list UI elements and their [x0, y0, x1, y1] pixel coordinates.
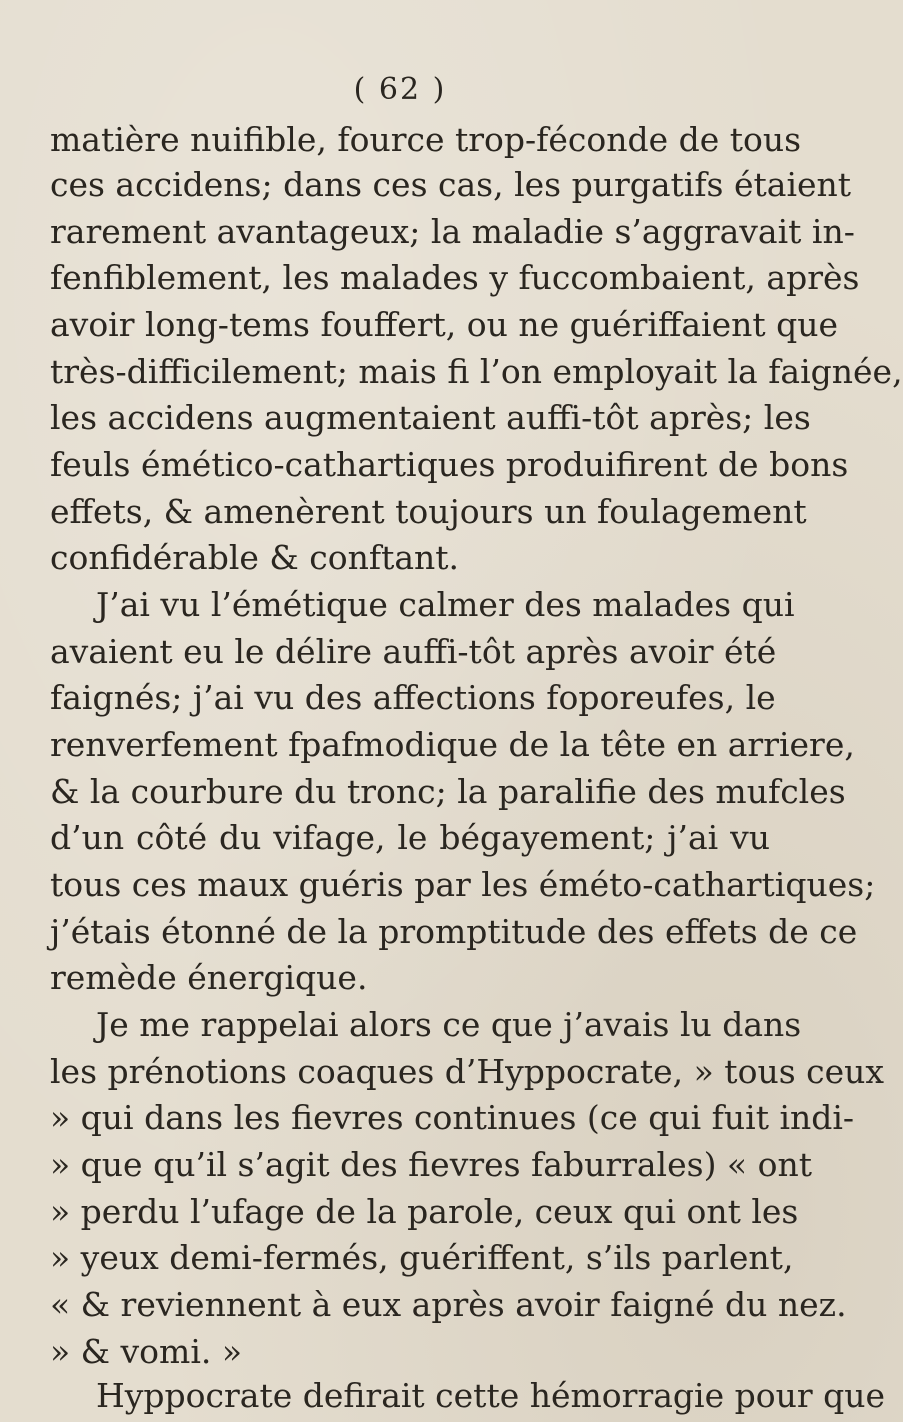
text-line: avaient eu le délire auffi-tôt après avoir été — [50, 632, 777, 671]
text-line: matière nuifible, fource trop-féconde de tous — [50, 120, 802, 159]
quote-line: » que qu’il s’agit des fievres faburrales) « ont — [50, 1145, 812, 1184]
text-line: effets, & amenèrent toujours un foulagement — [50, 492, 807, 531]
quote-line: » & vomi. » — [50, 1332, 243, 1371]
text-line: remède énergique. — [50, 958, 368, 997]
text-line: d’un côté du vifage, le bégayement; j’ai vu — [50, 818, 770, 857]
page-number: ( 62 ) — [353, 72, 447, 107]
paragraph-start-line: J’ai vu l’émétique calmer des malades qui — [96, 585, 795, 624]
quote-line: « & reviennent à eux après avoir faigné du nez. — [50, 1285, 847, 1324]
text-line: rarement avantageux; la maladie s’aggravait in- — [50, 212, 855, 251]
text-line: ces accidens; dans ces cas, les purgatifs étaient — [50, 165, 852, 204]
text-line: confidérable & conftant. — [50, 538, 460, 577]
text-line: fenfiblement, les malades y fuccombaient, après — [50, 258, 860, 297]
text-line: & la courbure du tronc; la paralifie des mufcles — [50, 772, 846, 811]
quote-line: » perdu l’ufage de la parole, ceux qui ont les — [50, 1192, 799, 1231]
text-line: renverfement fpafmodique de la tête en arriere, — [50, 725, 855, 764]
text-line: j’étais étonné de la promptitude des effets de ce — [50, 912, 858, 951]
text-line: feuls émético-cathartiques produifirent de bons — [50, 445, 849, 484]
paragraph-start-line: Hyppocrate defirait cette hémorragie pour que — [96, 1376, 886, 1415]
text-line: les prénotions coaques d’Hyppocrate, » tous ceux — [50, 1052, 884, 1091]
paragraph-start-line: Je me rappelai alors ce que j’avais lu dans — [96, 1005, 802, 1044]
quote-line: » yeux demi-fermés, guériffent, s’ils parlent, — [50, 1238, 794, 1277]
text-line: tous ces maux guéris par les éméto-cathartiques; — [50, 865, 876, 904]
text-line: faignés; j’ai vu des affections foporeufes, le — [50, 678, 776, 717]
text-line: très-difficilement; mais fi l’on employait la faignée, — [50, 352, 903, 391]
text-line: les accidens augmentaient auffi-tôt après; les — [50, 398, 811, 437]
text-line: avoir long-tems fouffert, ou ne guériffaient que — [50, 305, 839, 344]
quote-line: » qui dans les fievres continues (ce qui fuit indi- — [50, 1098, 855, 1137]
